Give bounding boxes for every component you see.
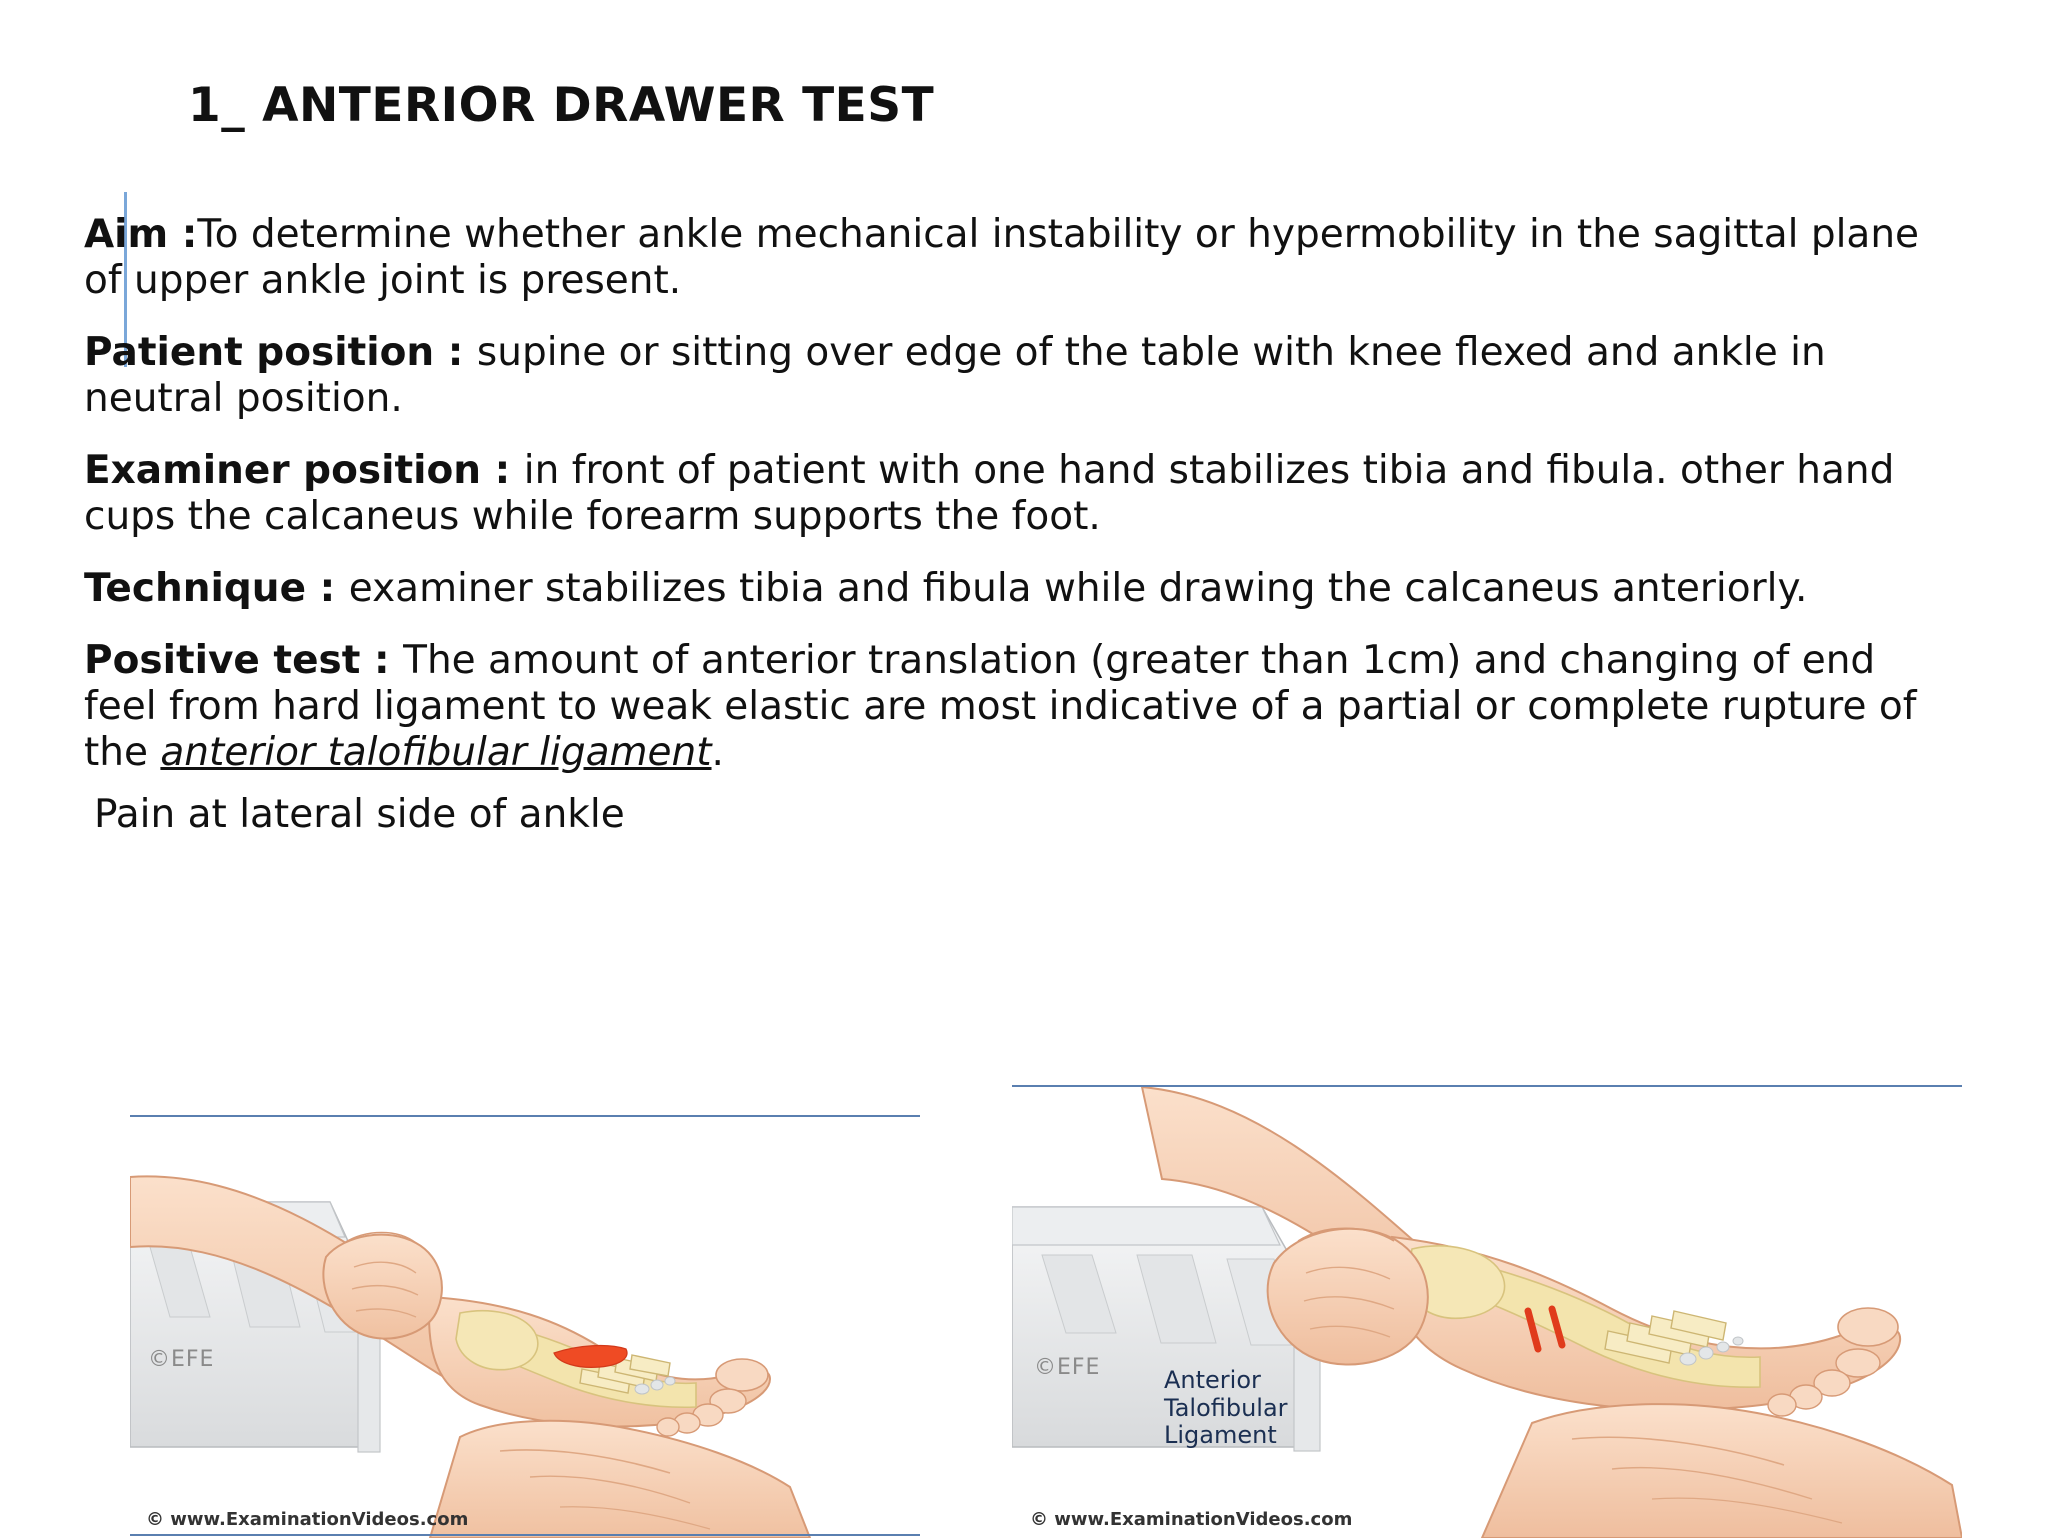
watermark-efe-left: ©EFE (148, 1347, 215, 1372)
watermark-url-right: © www.ExaminationVideos.com (1030, 1509, 1353, 1530)
paragraph-technique (84, 566, 1954, 612)
page-title: 1_ ANTERIOR DRAWER TEST (188, 78, 935, 133)
emphasis-anterior-talofibular-ligament: anterior talofibular ligament (160, 730, 712, 776)
paragraph-aim-lead: Aim : (84, 212, 198, 257)
annotation-anterior-talofibular-ligament (1164, 1367, 1288, 1450)
paragraph-positive-test-text: The amount of anterior translation (greater than 1cm) and changing of end feel from hard ligament to weak elastic are most indicative of a partial or complete rupture of the (84, 638, 1917, 776)
slide-body (84, 212, 1954, 838)
paragraph-positive-test-text-end: . (711, 730, 724, 776)
paragraph-patient-position-lead: Patient position : (84, 330, 477, 376)
figure-anterior-drawer-test-2 (1012, 1085, 1962, 1538)
paragraph-positive-test-lead: Positive test : (84, 638, 404, 684)
annotation-line-2: Talofibular (1164, 1393, 1288, 1422)
paragraph-aim-text: To determine whether ankle mechanical instability or hypermobility in the sagittal plane of upper ankle joint is present. (84, 212, 1920, 304)
paragraph-pain-note: Pain at lateral side of ankle (94, 792, 625, 838)
watermark-efe-right: ©EFE (1034, 1355, 1101, 1380)
watermark-url-left: © www.ExaminationVideos.com (146, 1509, 469, 1530)
paragraph-patient-position (84, 330, 1954, 422)
paragraph-positive-test (84, 638, 1954, 776)
paragraph-aim (84, 212, 1954, 304)
paragraph-technique-text: examiner stabilizes tibia and fibula while drawing the calcaneus anteriorly. (348, 566, 1808, 612)
annotation-line-1: Anterior (1164, 1366, 1261, 1394)
paragraph-patient-position-text: supine or sitting over edge of the table with knee flexed and ankle in neutral position. (84, 330, 1826, 422)
paragraph-examiner-position-text: in front of patient with one hand stabilizes tibia and fibula. other hand cups the calcaneus while forearm supports the foot. (84, 448, 1895, 540)
paragraph-technique-lead: Technique : (84, 566, 349, 612)
annotation-line-3: Ligament (1164, 1421, 1277, 1450)
illustration-right (1012, 1087, 1962, 1538)
paragraph-examiner-position (84, 448, 1954, 540)
figure-anterior-drawer-test-1 (130, 1115, 920, 1538)
illustration-left (130, 1117, 920, 1538)
paragraph-examiner-position-lead: Examiner position : (84, 448, 524, 494)
